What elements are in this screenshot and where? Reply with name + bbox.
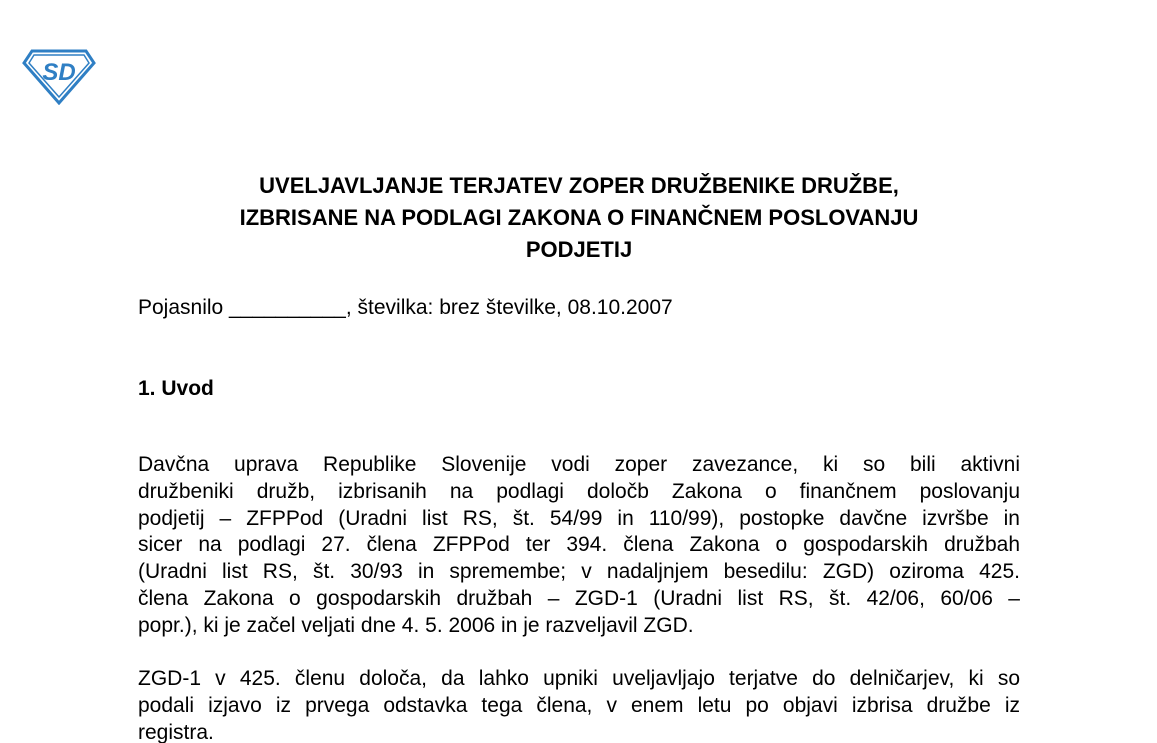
paragraph-line: družbeniki družb, izbrisanih na podlagi določb Zakona o finančnem poslovanju [138, 479, 1020, 503]
document-title [138, 170, 1020, 266]
paragraph-line: člena Zakona o gospodarskih družbah – ZGD-1 (Uradni list RS, št. 42/06, 60/06 – [138, 586, 1020, 610]
title-line: IZBRISANE NA PODLAGI ZAKONA O FINANČNEM POSLOVANJU [239, 205, 919, 230]
paragraph-line: Davčna uprava Republike Slovenije vodi zoper zavezance, ki so bili aktivni [138, 453, 1020, 476]
company-logo [22, 47, 96, 105]
paragraph-intro [138, 452, 1020, 640]
paragraph-line: (Uradni list RS, št. 30/93 in spremembe; v nadaljnjem besedilu: ZGD) oziroma 425. [138, 560, 1020, 584]
paragraph-line: ZGD-1 v 425. členu določa, da lahko upniki uveljavljajo terjatve do delničarjev, ki so [138, 667, 1020, 690]
document-reference: Pojasnilo __________, številka: brez številke, 08.10.2007 [138, 296, 673, 319]
title-line: UVELJAVLJANJE TERJATEV ZOPER DRUŽBENIKE DRUŽBE, [259, 173, 899, 198]
paragraph-line: podali izjavo iz prvega odstavka tega člena, v enem letu po objavi izbrisa družbe iz [138, 693, 1020, 717]
paragraph-line: sicer na podlagi 27. člena ZFPPod ter 394. člena Zakona o gospodarskih družbah [138, 533, 1020, 557]
title-line: PODJETIJ [525, 237, 633, 262]
paragraph-line: podjetij – ZFPPod (Uradni list RS, št. 54/99 in 110/99), postopke davčne izvršbe in [138, 506, 1020, 530]
paragraph-zgd1 [138, 666, 1020, 743]
paragraph-line: popr.), ki je začel veljati dne 4. 5. 2006 in je razveljavil ZGD. [138, 613, 694, 637]
paragraph-line: registra. [138, 720, 214, 743]
section-heading: 1. Uvod [138, 377, 214, 400]
svg-text:SD: SD [42, 59, 76, 86]
